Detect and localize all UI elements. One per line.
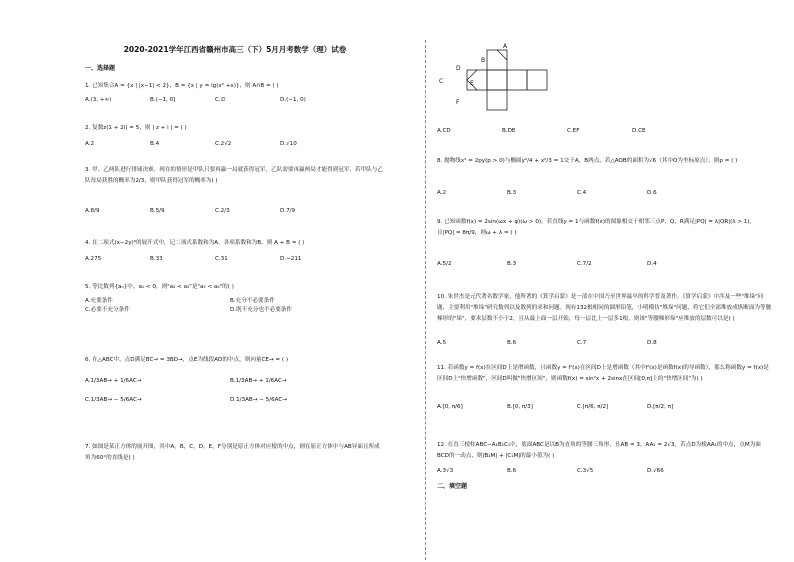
question-1: 1. 已知集合A = {x | |x−1| < 2}，B = {x | y = lg(x² +x)}，则 A∩B = ( )	[85, 83, 279, 89]
q10-option-b: B.6	[507, 340, 517, 346]
cube-net-figure	[437, 40, 557, 122]
q6-option-c: C.1/3AB→ − 5/6AC→	[85, 397, 142, 403]
q9-option-b: B.3	[507, 261, 517, 267]
exam-title: 2020-2021学年江西省赣州市高三（下）5月月考数学（理）试卷	[123, 45, 347, 54]
q2-option-c: C.2√2	[215, 141, 232, 147]
q3-option-d: D.7/9	[280, 208, 296, 214]
question-11: 11. 若函数y = f(x)在区间D上是增函数，且函数y = f'(x)在区间D上是增函数（其中f'(x)是函数f(x)的导函数），那么称函数y = f(x)是区间D上"快增函数"，区间D叫做"快增区间"，则函数f(x) = sin²x + 2sinx在区间[0,π]上的"快增区间"为( )	[437, 365, 769, 382]
q10-option-c: C.7	[577, 340, 587, 346]
q11-options	[437, 404, 717, 410]
q5-option-c: C.必要不充分条件	[85, 307, 130, 313]
question-2: 2. 复数z(1 + 2i) = 5，则 | z + i | = ( )	[85, 125, 187, 131]
q5-option-d: D.既不充分也不必要条件	[230, 307, 293, 313]
net-label-d: D	[456, 65, 461, 72]
q7-option-c: C.EF	[567, 128, 580, 134]
q3-option-a: A.8/9	[85, 208, 100, 214]
net-label-b: B	[481, 57, 486, 64]
question-9: 9. 已知函数f(x) = 2sin(ωx + φ)(ω > 0)，若直线y = 1与函数f(x)的图象相交于相邻三点P，Q，R满足|PQ| = λ|QR|(λ > 1)，且|PQ| = 8π/9，则ω + λ = ( )	[437, 219, 756, 236]
q3-option-b: B.5/9	[150, 208, 165, 214]
q8-option-a: A.2	[437, 190, 447, 196]
question-10: 10. 朱世杰是元代著名数学家，他所著的《算学启蒙》是一部在中国乃至世界最早的科学普及著作，《算学启蒙》中涉及一些"堆垛"问题，主要利用"堆垛"研究数列以及数列的求和问题。现有132根相同的圆形铅笔，小明模仿"堆垛"问题，将它们全部堆放成纵断面为等腰梯形的"垛"，要求层数不小于2，且从最上面一层开始，每一层比上一层多1根，则该"等腰梯形垛"应堆放的层数可以是( )	[437, 294, 772, 322]
q2-option-a: A.2	[85, 141, 95, 147]
q4-option-a: A.275	[85, 256, 102, 262]
question-6: 6. 在△ABC中，点D满足BC→ = 3BD→，点E为线段AD的中点，则向量CE→ = ( )	[85, 357, 289, 363]
q6-option-d: D.1/3AB→ − 5/6AC→	[230, 397, 288, 403]
net-label-f: F	[456, 99, 460, 106]
q5-option-b: B.充分不必要条件	[230, 298, 275, 304]
question-8: 8. 抛物线x² = 2py(p > 0)与椭圆y²/4 + x²/3 = 1交于A，B两点，若△AOB的面积为√6（其中O为坐标原点），则p = ( )	[437, 158, 738, 164]
q8-options	[437, 190, 717, 196]
q1-option-b: B.(−1, 0]	[150, 97, 176, 103]
q3-options	[85, 208, 345, 214]
question-4: 4. 在二项式(x−2y)⁶的展开式中，记二项式系数和为A，各项系数和为B，则 A + B = ( )	[85, 240, 305, 246]
q9-option-a: A.5/2	[437, 261, 452, 267]
section-multiple-choice: 一、选择题	[85, 65, 116, 72]
q12-option-a: A.3√3	[437, 468, 454, 474]
q9-option-d: D.4	[647, 261, 657, 267]
q4-option-d: D.−211	[280, 256, 302, 262]
q11-option-a: A.[0, π/6]	[437, 404, 463, 410]
q7-option-d: D.CE	[632, 128, 646, 134]
q6-option-b: B.1/3AB→ + 1/6AC→	[230, 378, 287, 384]
q2-option-b: B.4	[150, 141, 160, 147]
q12-option-d: D.√66	[647, 468, 664, 474]
q10-option-a: A.5	[437, 340, 447, 346]
question-3: 3. 甲、乙两队进行排球决赛，现在的情形是甲队只要再赢一局就获得冠军，乙队需要再赢两局才能得到冠军，若甲队与乙队每局获胜的概率为2/3，则甲队获得冠军的概率为( )	[85, 167, 383, 184]
q9-option-c: C.7/2	[577, 261, 592, 267]
q7-options	[437, 128, 697, 134]
q8-option-c: C.4	[577, 190, 587, 196]
q9-options	[437, 261, 717, 267]
q12-options	[437, 468, 717, 474]
q5-options	[85, 297, 375, 315]
q7-option-b: B.DE	[502, 128, 516, 134]
question-12: 12. 在直三棱柱ABC−A₁B₁C₁中，底面ABC是以B为直角的等腰三角形，且AB = 3，AA₁ = 2√3，若点D为棱AA₁的中点，点M为面BCD的一动点，则|B₁M| + |C₁M|的最小值为( )	[437, 442, 761, 459]
q2-option-d: D.√10	[280, 141, 297, 147]
q8-option-d: D.6	[647, 190, 657, 196]
question-5: 5. 等比数列{aₙ}中，a₁ < 0，则"a₂ < a₃"是"a₅ < a₆"的( )	[85, 284, 234, 290]
net-label-e: E	[470, 80, 474, 87]
q1-option-a: A.(3, +∞)	[85, 97, 112, 103]
q11-option-b: B.[0, π/3]	[507, 404, 533, 410]
q6-options	[85, 377, 375, 405]
q4-options	[85, 256, 345, 262]
q8-option-b: B.3	[507, 190, 517, 196]
column-divider	[425, 40, 426, 560]
q10-options	[437, 340, 717, 346]
question-7: 7. 如图是某正方体的展开图，其中A，B，C，D，E，F分别是原正方体对应棱的中点，则在原正方体中与AB异面且所成角为60°的直线是( )	[85, 444, 380, 461]
q11-option-c: C.[π/6, π/2]	[577, 404, 609, 410]
q4-option-c: C.31	[215, 256, 228, 262]
q1-option-d: D.(−1, 0)	[280, 97, 306, 103]
q2-options	[85, 141, 345, 147]
net-label-c: C	[439, 78, 444, 85]
q4-option-b: B.33	[150, 256, 163, 262]
q7-option-a: A.CD	[437, 128, 451, 134]
q6-option-a: A.1/3AB→ + 1/6AC→	[85, 378, 142, 384]
q3-option-c: C.2/3	[215, 208, 230, 214]
q10-option-d: D.8	[647, 340, 657, 346]
net-label-a: A	[503, 43, 508, 50]
section-fill-in: 二、填空题	[437, 483, 468, 490]
q1-option-c: C.∅	[215, 97, 226, 103]
q12-option-b: B.6	[507, 468, 517, 474]
q11-option-d: D.[π/2, π]	[647, 404, 674, 410]
q12-option-c: C.3√5	[577, 468, 594, 474]
q1-options	[85, 97, 345, 103]
q5-option-a: A.充要条件	[85, 298, 113, 304]
